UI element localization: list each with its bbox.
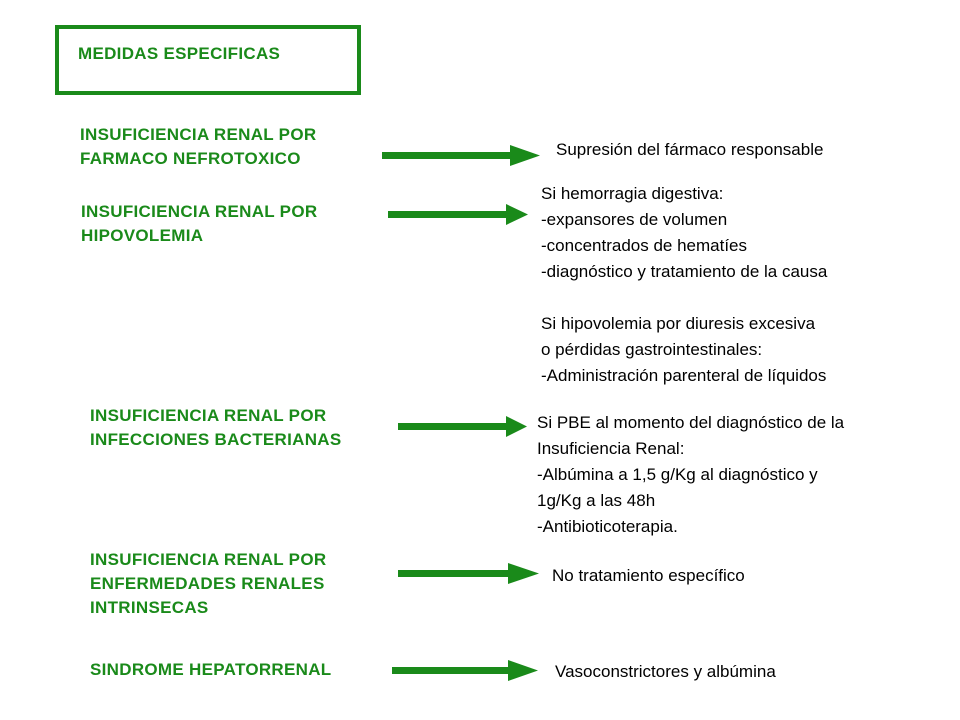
treatment-line: -Albúmina a 1,5 g/Kg al diagnóstico y [537,465,818,484]
arrow-5 [392,660,538,681]
treatment-line: Si PBE al momento del diagnóstico de la [537,413,845,432]
treatment-bacterial-infections [537,410,844,540]
cause-line: ENFERMEDADES RENALES [90,574,325,593]
treatment-line: Si hemorragia digestiva: [541,184,724,203]
treatment-line: No tratamiento específico [552,566,745,585]
cause-line: INTRINSECAS [90,598,209,617]
cause-line: FARMACO NEFROTOXICO [80,149,301,168]
cause-line: INSUFICIENCIA RENAL POR [81,202,318,221]
treatment-hypovolemia [541,181,827,389]
page-title: MEDIDAS ESPECIFICAS [78,44,281,63]
treatment-line: -concentrados de hematíes [541,236,748,255]
arrow-4 [398,563,539,584]
cause-line: SINDROME HEPATORRENAL [90,660,332,679]
treatment-nephrotoxic-drug [556,137,823,163]
cause-line: INSUFICIENCIA RENAL POR [80,125,317,144]
cause-line: INFECCIONES BACTERIANAS [90,430,342,449]
cause-line: HIPOVOLEMIA [81,226,204,245]
treatment-line: Si hipovolemia por diuresis excesiva [541,314,816,333]
cause-hepatorenal-syndrome [90,658,331,682]
treatment-line: 1g/Kg a las 48h [537,491,656,510]
cause-intrinsic-renal-disease [90,548,326,620]
treatment-line: o pérdidas gastrointestinales: [541,340,763,359]
treatment-line: -diagnóstico y tratamiento de la causa [541,262,828,281]
arrow-3 [398,416,527,437]
treatment-line: -expansores de volumen [541,210,728,229]
cause-line: INSUFICIENCIA RENAL POR [90,550,327,569]
treatment-line: -Administración parenteral de líquidos [541,366,827,385]
treatment-line: Insuficiencia Renal: [537,439,685,458]
arrow-2 [388,204,528,225]
treatment-hepatorenal-syndrome [555,659,776,685]
cause-hypovolemia [81,200,317,248]
treatment-line: Supresión del fármaco responsable [556,140,824,159]
treatment-line: -Antibioticoterapia. [537,517,678,536]
cause-bacterial-infections [90,404,342,452]
cause-nephrotoxic-drug [80,123,316,171]
arrow-1 [382,145,540,166]
treatment-line: Vasoconstrictores y albúmina [555,662,776,681]
treatment-intrinsic-renal-disease [552,563,745,589]
cause-line: INSUFICIENCIA RENAL POR [90,406,327,425]
spacer [541,285,827,311]
